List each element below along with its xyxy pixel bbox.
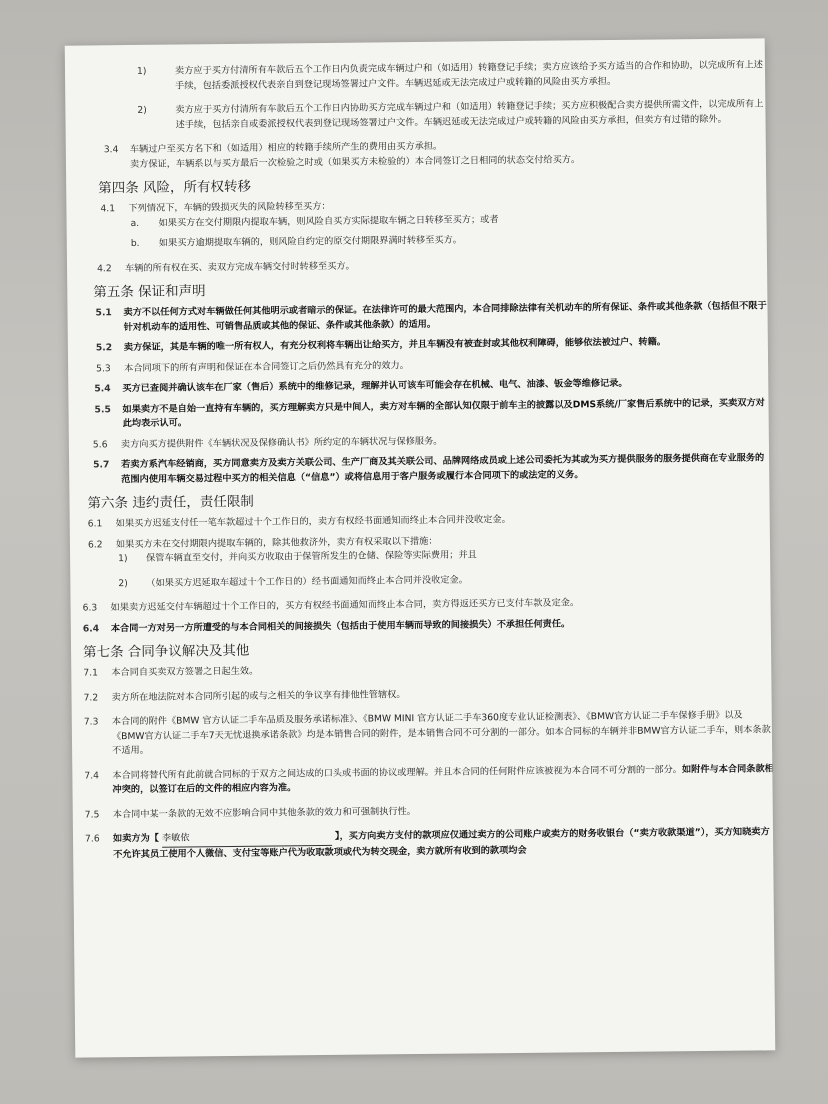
clause-text <box>113 825 775 862</box>
clause-number: 2) <box>118 577 128 589</box>
clause-number: 6.1 <box>87 518 103 530</box>
clause-number: 6.4 <box>82 622 100 635</box>
clause-text: （如果买方迟延取车超过十个工作日的）经书面通知而终止本合同并没收定金。 <box>146 574 468 589</box>
clause-number: 5.5 <box>94 403 111 415</box>
clause-text: 卖方保证，车辆系以与买方最后一次检验之时或（如果买方未检验的）本合同签订之日相同的状态交付给买方。 <box>129 153 581 170</box>
clause-number: 1) <box>118 553 128 565</box>
clause-number: 5.6 <box>92 438 108 450</box>
clause-text: 如果卖方迟延交付车辆超过十个工作日的，买方有权经书面通知而终止本合同，卖方得返还买方已支付车款及定金。 <box>110 597 580 614</box>
clause-text: 卖方应于买方付清所有车款后五个工作日内协助买方完成车辆过户和（如适用）转籍登记手续；买方应积极配合卖方提供所需文件，以完成所有上述手续，包括亲自或委派授权代表到登记现场签署过户文件。车辆迟延或无法完成过户或转籍的风险由买方承担，但卖方有过错的除外。 <box>175 98 764 131</box>
clause-number: 2) <box>137 104 147 116</box>
clause-text: 卖方所在地法院对本合同所引起的或与之相关的争议享有排他性管辖权。 <box>111 688 406 703</box>
clause-text: 如果买方迟延支付任一笔车款超过十个工作日的，卖方有权经书面通知而终止本合同并没收定金。 <box>115 514 511 530</box>
clause-number: 7.6 <box>84 833 100 845</box>
clause-text-part: 本合同将替代所有此前就合同标的于双方之间达成的口头或书面的协议或理解。并且本合同的任何附件应该被视为本合同不可分割的一部分。 <box>112 763 683 781</box>
clause-number: b. <box>130 237 140 250</box>
contract-body <box>77 58 775 862</box>
clause-number: 5.2 <box>95 342 113 354</box>
clause-text: 如果买方未在交付期限内提取车辆的，除其他救济外，卖方有权采取以下措施： <box>115 535 438 550</box>
clause-text: 卖方应于买方付清所有车款后五个工作日内负责完成车辆过户和（如适用）转籍登记手续；卖方应该给予买方适当的合作和协助，以完成所有上述手续，包括委派授权代表亲自到登记现场签署过户文件。车辆迟延或无法完成过户或转籍的风险由买方承担。 <box>174 59 764 92</box>
clause-number: a. <box>130 217 140 229</box>
article-6-heading: 第六条 违约责任，责任限制 <box>87 493 254 512</box>
seller-prefix: 如卖方为【 <box>112 832 160 845</box>
clause-text: 卖方保证，其是车辆的唯一所有权人，有充分权利将车辆出让给买方，并且车辆没有被查封或其他权利障碍，能够依法被过户、转籍。 <box>123 336 666 354</box>
clause-number: 4.1 <box>100 203 116 215</box>
seller-clause-text: 】，买方向卖方支付的款项应仅通过卖方的公司账户或卖方的财务收银台（“卖方收款渠道”），买方知晓卖方不允许其员工使用个人微信、支付宝等账户代为收取款项或代为转交现金，卖方就所有收到的款项均会 <box>113 826 770 860</box>
clause-7-6 <box>85 825 775 862</box>
clause-number: 1) <box>136 65 147 77</box>
clause-text: 若卖方系汽车经销商，买方同意卖方及卖方关联公司、生产厂商及其关联公司、品牌网络成员或上述公司委托为其或为买方提供服务的服务提供商在专业服务的范围内使用车辆交易过程中买方的相关信息（“信息”）或将信息用于客户服务或履行本合同项下的或法定的义务。 <box>121 452 765 485</box>
clause-number: 4.2 <box>96 262 112 274</box>
clause-number: 5.3 <box>96 362 111 374</box>
clause-text: 本合同一方对另一方所遭受的与本合同相关的间接损失（包括由于使用车辆而导致的间接损失）不承担任何责任。 <box>110 617 571 634</box>
clause-text-bold: 如附件与本合同条款相冲突的，以签订在后的文件的相应内容为准。 <box>112 762 774 796</box>
clause-text: 保管车辆直至交付，并向买方收取由于保管所发生的仓储、保险等实际费用；并且 <box>146 549 477 564</box>
document-page <box>65 38 776 1057</box>
clause-text: 买方已查阅并确认该车在厂家（售后）系统中的维修记录，理解并认可该车可能会存在机械、电气、油漆、钣金等维修记录。 <box>122 377 628 395</box>
clause-number: 7.4 <box>84 769 100 782</box>
clause-number: 6.3 <box>82 602 98 614</box>
article-5-heading: 第五条 保证和声明 <box>93 283 206 301</box>
clause-number: 7.3 <box>83 716 99 728</box>
clause-5-7 <box>81 451 771 487</box>
clause-number: 7.1 <box>83 667 98 679</box>
clause-number: 7.2 <box>83 691 99 704</box>
clause-number: 6.2 <box>87 538 103 550</box>
clause-text: 本合同自买卖双方签署之日起生效。 <box>111 665 259 679</box>
clause-number: 7.5 <box>84 808 100 821</box>
clause-number: 5.7 <box>93 459 110 471</box>
clause-text: 车辆过户至买方名下和（如适用）相应的转籍手续所产生的费用由买方承担。 <box>129 140 443 156</box>
clause-text: 本合同的附件《BMW 官方认证二手车品质及服务承诺标准》、《BMW MINI 官方认证二手车360度专业认证检测表》、《BMW官方认证二手车保修手册》以及《BMW官方认证二手车7天无忧退换承诺条款》均是本销售合同的附件，是本销售合同不可分割的一部分。如本合同标的车辆并非BMW官方认证二手车，则本条款不适用。 <box>111 709 771 757</box>
clause-text: 卖方不以任何方式对车辆做任何其他明示或者暗示的保证。在法律许可的最大范围内，本合同排除法律有关机动车的所有保证、条件或其他条款（包括但不限于针对机动车的适用性、可销售品质或其他的保证、条件或其他条款）的适用。 <box>123 300 767 333</box>
clause-3-4 <box>78 136 768 172</box>
clause-text: 下列情况下，车辆的毁损灭失的风险转移至买方： <box>128 200 331 215</box>
article-4-heading: 第四条 风险，所有权转移 <box>98 178 252 197</box>
clause-number: 5.1 <box>95 307 112 319</box>
seller-name-field: 李敏依 <box>162 830 332 847</box>
clause-7-3 <box>84 708 774 759</box>
clause-number: 5.4 <box>94 383 111 395</box>
clause-text: 如果买方逾期提取车辆的，则风险自约定的原交付期限界满时转移至买方。 <box>158 234 463 249</box>
clause-text: 本合同中某一条款的无效不应影响合同中其他条款的效力和可强制执行性。 <box>112 805 416 820</box>
clause-text: 如果买方在交付期限内提取车辆，则风险自买方实际提取车辆之日转移至买方；或者 <box>158 213 499 229</box>
clause-text: 本合同项下的所有声明和保证在本合同签订之后仍然具有充分的效力。 <box>124 359 409 374</box>
clause-text: 如果卖方不是自始一直持有车辆的，买方理解卖方只是中间人，卖方对车辆的全部认知仅限于前车主的披露以及DMS系统/厂家售后系统中的记录，买卖双方对此均表示认可。 <box>122 396 765 430</box>
article-7-heading: 第七条 合同争议解决及其他 <box>82 642 250 661</box>
clause-text: 车辆的所有权在买、卖双方完成车辆交付时转移至买方。 <box>124 260 355 274</box>
clause-text: 卖方向买方提供附件《车辆状况及保修确认书》所约定的车辆状况与保修服务。 <box>120 435 443 450</box>
clause-number: 3.4 <box>103 144 119 156</box>
